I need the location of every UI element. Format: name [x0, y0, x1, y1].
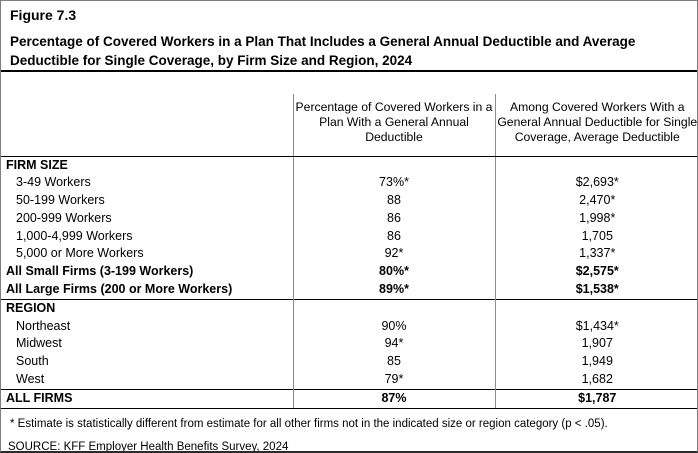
amt-value: 2,470*	[495, 192, 698, 210]
column-header-blank	[1, 94, 293, 156]
amt-value	[495, 156, 698, 174]
pct-value	[293, 299, 495, 317]
title-block	[1, 1, 697, 72]
pct-value: 80%*	[293, 263, 495, 281]
pct-value: 94*	[293, 335, 495, 353]
table-row	[1, 335, 698, 353]
table-row	[1, 299, 698, 317]
table-row-all-small-firms	[1, 263, 698, 281]
row-label: All Large Firms (200 or More Workers)	[6, 282, 233, 297]
amt-value	[495, 299, 698, 317]
row-label: 3-49 Workers	[16, 175, 91, 190]
source-line: SOURCE: KFF Employer Health Benefits Survey, 2024	[8, 440, 289, 453]
table-row	[1, 156, 698, 174]
amt-value: $1,538*	[495, 281, 698, 299]
table-row	[1, 318, 698, 336]
figure-number: Figure 7.3	[10, 7, 77, 23]
pct-value: 88	[293, 192, 495, 210]
row-label: All Small Firms (3-199 Workers)	[6, 264, 194, 279]
row-label: South	[16, 354, 49, 369]
pct-value: 89%*	[293, 281, 495, 299]
pct-value: 86	[293, 210, 495, 228]
row-label: 5,000 or More Workers	[16, 246, 144, 261]
amt-value: 1,337*	[495, 245, 698, 263]
figure-title: Percentage of Covered Workers in a Plan That Includes a General Annual Deductible and Average Deductible for Single Coverage, by Firm Size and Region, 2024	[10, 34, 636, 68]
row-label: 50-199 Workers	[16, 193, 105, 208]
footnotes	[1, 409, 697, 453]
table-row	[1, 174, 698, 192]
section-label-firm-size: FIRM SIZE	[6, 157, 68, 172]
table-row	[1, 371, 698, 389]
pct-value: 79*	[293, 371, 495, 389]
row-label: West	[16, 372, 45, 387]
amt-value: $2,575*	[495, 263, 698, 281]
amt-value: 1,998*	[495, 210, 698, 228]
table-row-all-firms	[1, 389, 698, 408]
row-label: Midwest	[16, 336, 62, 351]
pct-value: 86	[293, 228, 495, 246]
pct-value: 85	[293, 353, 495, 371]
table-row	[1, 245, 698, 263]
pct-value	[293, 156, 495, 174]
table-row-all-large-firms	[1, 281, 698, 299]
deductible-table	[1, 94, 698, 409]
row-label: Northeast	[16, 318, 71, 333]
table-header-row	[1, 94, 698, 156]
pct-value: 92*	[293, 245, 495, 263]
column-header-percentage: Percentage of Covered Workers in a Plan With a General Annual Deductible	[293, 94, 495, 156]
section-label-region: REGION	[1, 299, 293, 317]
table-row	[1, 192, 698, 210]
row-label: 200-999 Workers	[16, 210, 112, 225]
amt-value: $2,693*	[495, 174, 698, 192]
column-header-average-deductible: Among Covered Workers With a General Annual Deductible for Single Coverage, Average Deductible	[495, 94, 698, 156]
row-label: 1,000-4,999 Workers	[16, 228, 133, 243]
estimate-footnote: * Estimate is statistically different from estimate for all other firms not in the indicated size or region category (p < .05).	[10, 417, 608, 430]
amt-value: 1,949	[495, 353, 698, 371]
amt-value: $1,787	[495, 389, 698, 408]
amt-value: 1,682	[495, 371, 698, 389]
amt-value: 1,705	[495, 228, 698, 246]
table-row	[1, 353, 698, 371]
amt-value: $1,434*	[495, 318, 698, 336]
table-row	[1, 210, 698, 228]
row-label: ALL FIRMS	[1, 389, 293, 408]
amt-value: 1,907	[495, 335, 698, 353]
pct-value: 87%	[293, 389, 495, 408]
pct-value: 90%	[293, 318, 495, 336]
table-row	[1, 228, 698, 246]
pct-value: 73%*	[293, 174, 495, 192]
